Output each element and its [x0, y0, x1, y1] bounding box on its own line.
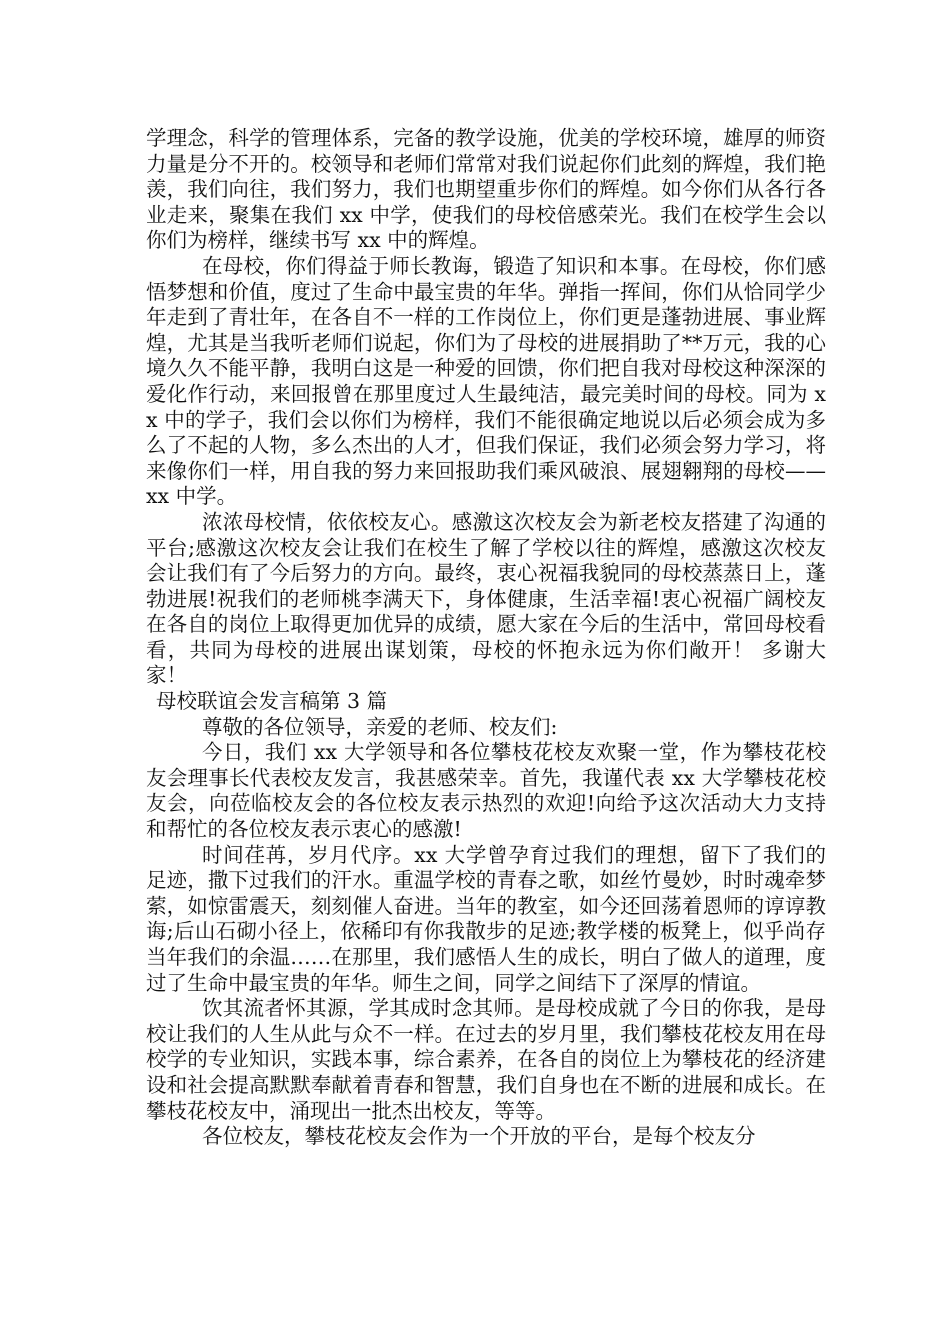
paragraph-truncated: 各位校友，攀枝花校友会作为一个开放的平台，是每个校友分	[202, 1124, 756, 1149]
paragraph: 今日，我们 xx 大学领导和各位攀枝花校友欢聚一堂，作为攀枝花校友会理事长代表校友发言，我甚感荣幸。首先，我谨代表 xx 大学攀枝花校友会，向莅临校友会的各位校友表示热烈的欢迎!向给予这次活动大力支持和帮忙的各位校友表示衷心的感激!	[146, 740, 826, 842]
paragraph: 在母校，你们得益于师长教诲，锻造了知识和本事。在母校，你们感悟梦想和价值，度过了生命中最宝贵的年华。弹指一挥间，你们从恰同学少年走到了青壮年，在各自不一样的工作岗位上，你们更是蓬勃进展、事业辉煌，尤其是当我听老师们说起，你们为了母校的进展捐助了**万元，我的心境久久不能平静，我明白这是一种爱的回馈，你们把自我对母校这种深深的爱化作行动，来回报曾在那里度过人生最纯洁，最完美时间的母校。同为 xx 中的学子，我们会以你们为榜样，我们不能很确定地说以后必须会成为多么了不起的人物，多么杰出的人才，但我们保证，我们必须会努力学习，将来像你们一样，用自我的努力来回报助我们乘风破浪、展翅翱翔的母校——xx 中学。	[146, 253, 826, 509]
paragraph: 时间荏苒，岁月代序。xx 大学曾孕育过我们的理想，留下了我们的足迹，撒下过我们的汗水。重温学校的青春之歌，如丝竹曼妙，时时魂牵梦萦，如惊雷震天，刻刻催人奋进。当年的教室，如今还回荡着恩师的谆谆教诲;后山石砌小径上，依稀印有你我散步的足迹;教学楼的板凳上，似乎尚存当年我们的余温……在那里，我们感悟人生的成长，明白了做人的道理，度过了生命中最宝贵的年华。师生之间，同学之间结下了深厚的情谊。	[146, 842, 826, 995]
salutation: 尊敬的各位领导，亲爱的老师、校友们:	[202, 714, 558, 739]
paragraph-continuation: 学理念，科学的管理体系，完备的教学设施，优美的学校环境，雄厚的师资力量是分不开的。校领导和老师们常常对我们说起你们此刻的辉煌，我们艳羡，我们向往，我们努力，我们也期望重步你们的辉煌。如今你们从各行各业走来，聚集在我们 xx 中学，使我们的母校倍感荣光。我们在校学生会以你们为榜样，继续书写 xx 中的辉煌。	[146, 126, 826, 253]
section-heading: 母校联谊会发言稿第 3 篇	[156, 689, 388, 714]
paragraph: 浓浓母校情，依依校友心。感激这次校友会为新老校友搭建了沟通的平台;感激这次校友会让我们在校生了解了学校以往的辉煌，感激这次校友会让我们有了今后努力的方向。最终，衷心祝福我貌同的母校蒸蒸日上，蓬勃进展!祝我们的老师桃李满天下，身体健康，生活幸福!衷心祝福广阔校友在各自的岗位上取得更加优异的成绩，愿大家在今后的生活中，常回母校看看，共同为母校的进展出谋划策，母校的怀抱永远为你们敞开！ 多谢大家！	[146, 509, 826, 688]
document-body	[146, 126, 826, 1150]
paragraph: 饮其流者怀其源，学其成时念其师。是母校成就了今日的你我，是母校让我们的人生从此与众不一样。在过去的岁月里，我们攀枝花校友用在母校学的专业知识，实践本事，综合素养，在各自的岗位上为攀枝花的经济建设和社会提高默默奉献着青春和智慧，我们自身也在不断的进展和成长。在攀枝花校友中，涌现出一批杰出校友，等等。	[146, 996, 826, 1123]
